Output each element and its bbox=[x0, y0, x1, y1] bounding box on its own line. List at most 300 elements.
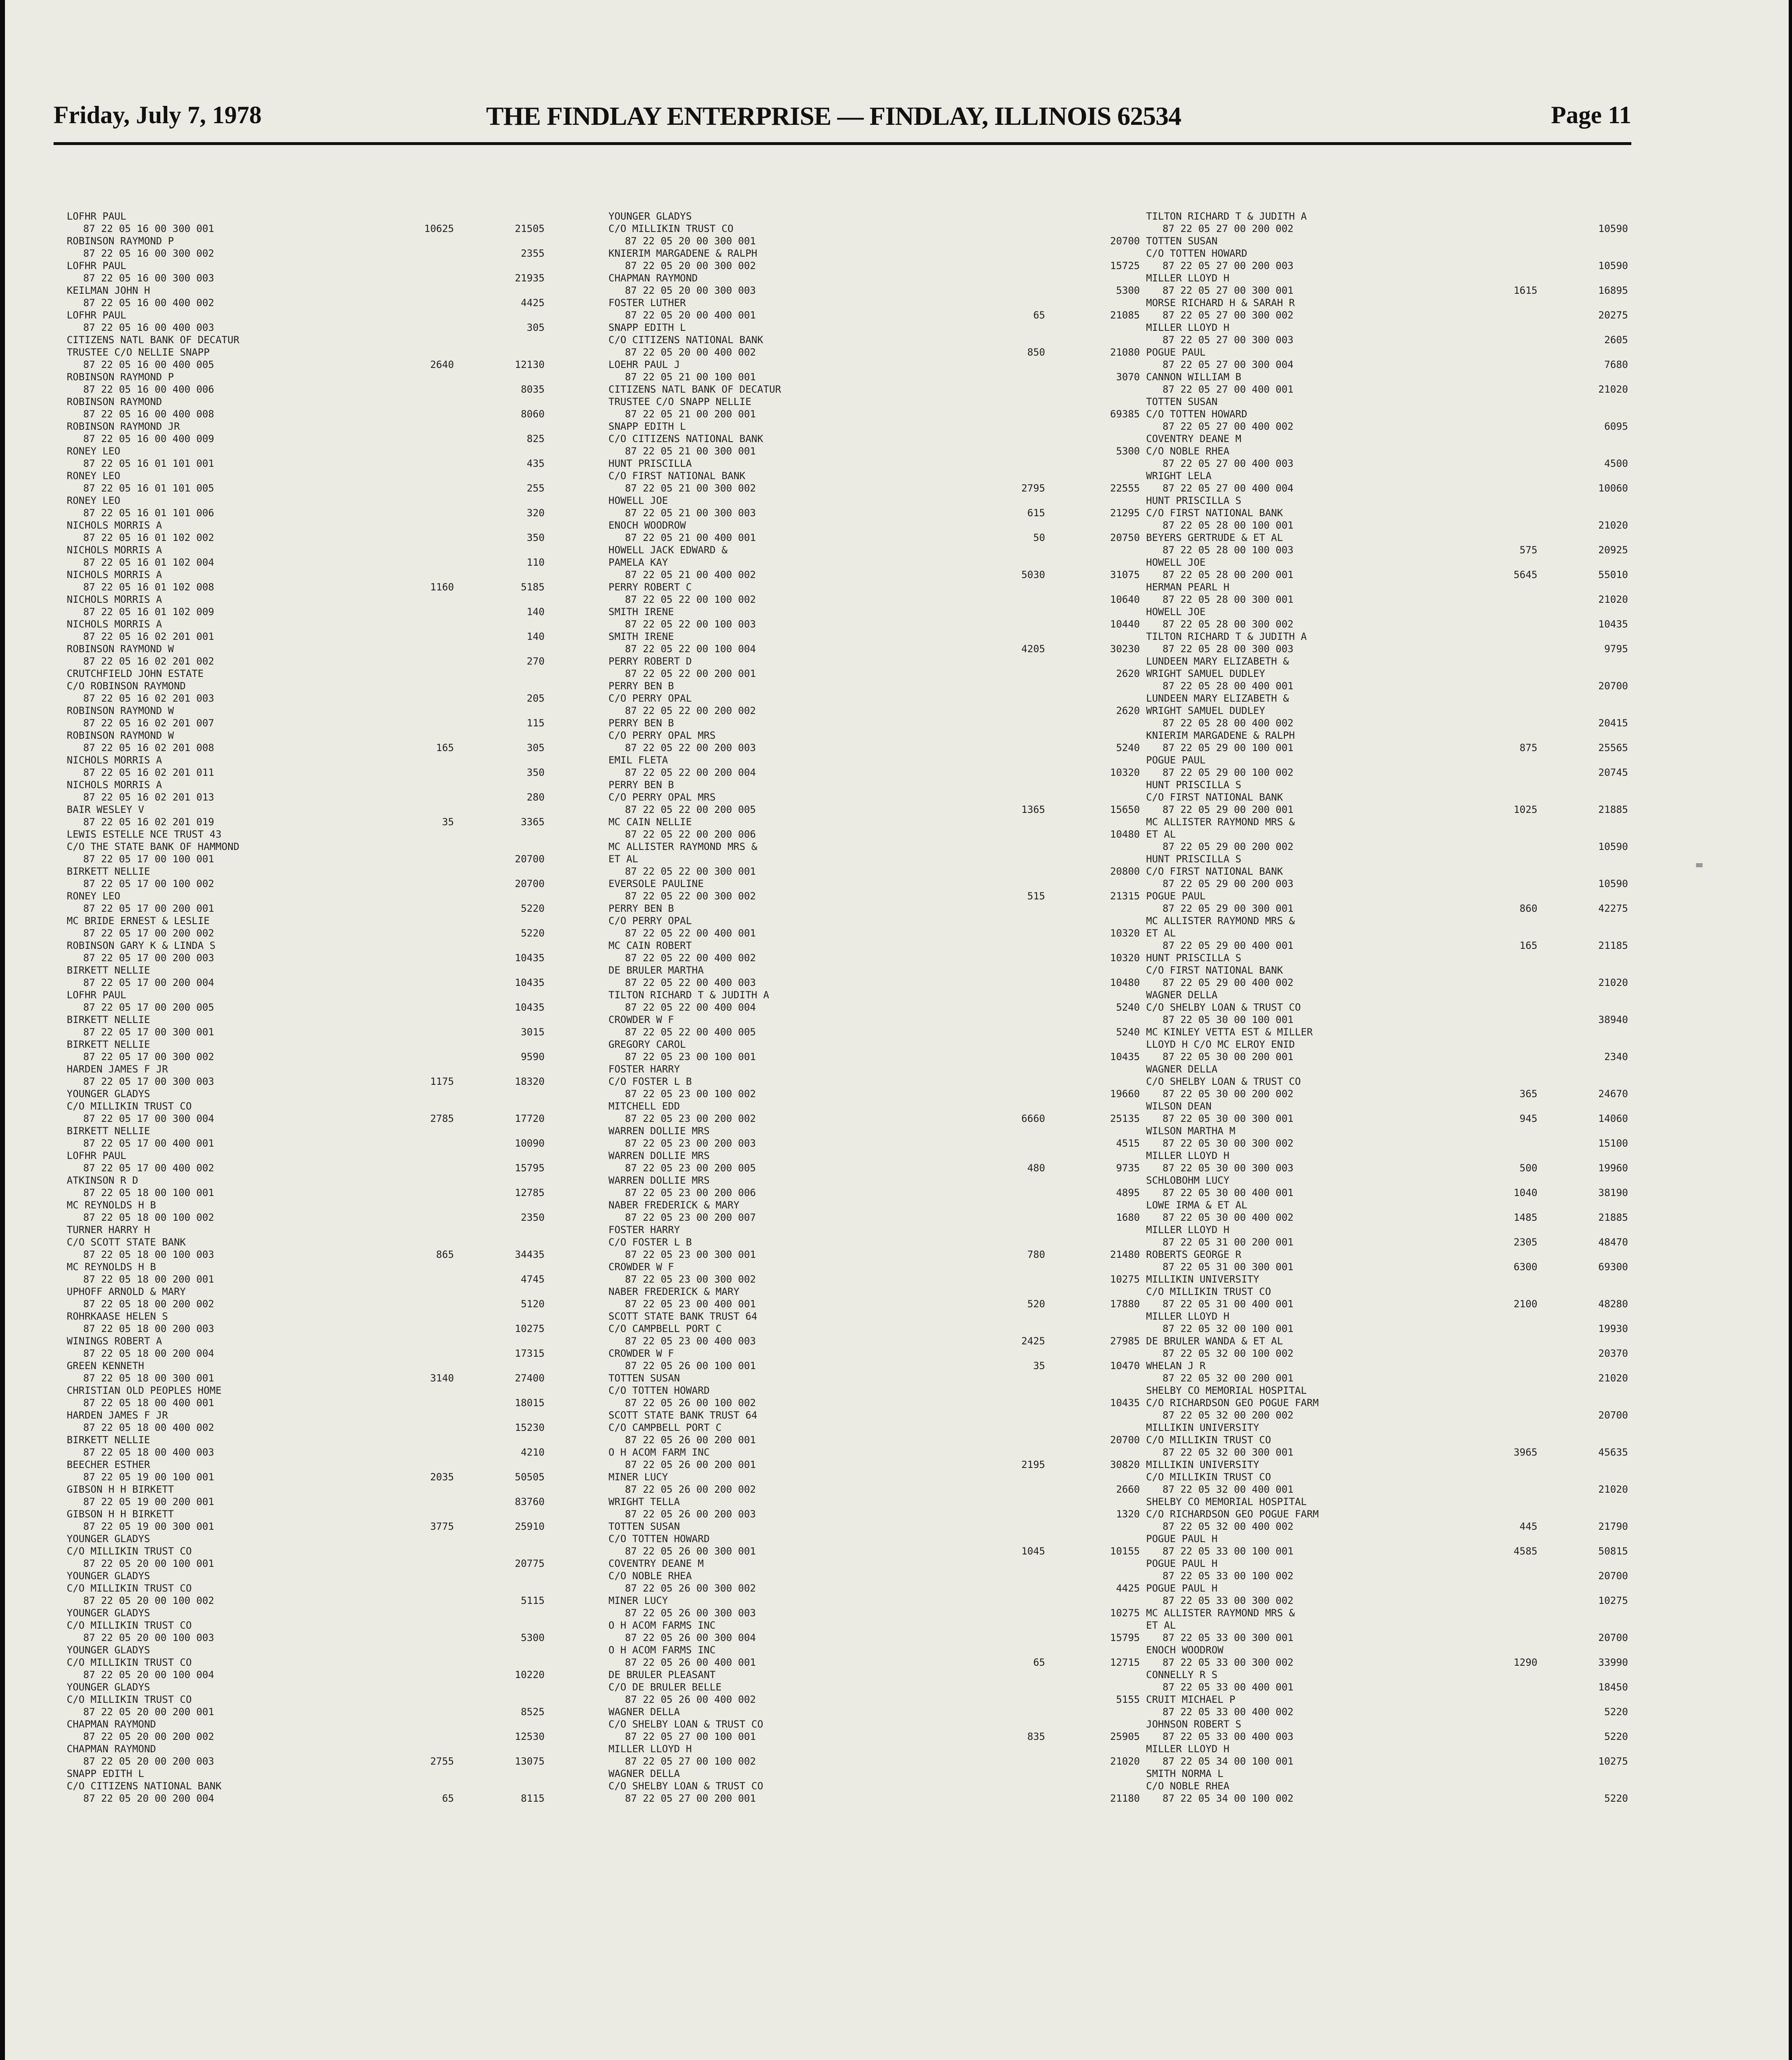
assessed-value-1: 3775 bbox=[430, 1521, 454, 1532]
assessed-value-2: 55010 bbox=[1598, 569, 1628, 581]
owner-name: CANNON WILLIAM B bbox=[1146, 371, 1242, 383]
owner-name: C/O NOBLE RHEA bbox=[608, 1570, 692, 1582]
assessed-value-2: 20370 bbox=[1598, 1348, 1628, 1359]
owner-name: YOUNGER GLADYS bbox=[67, 1681, 150, 1693]
parcel-number: 87 22 05 17 00 400 002 bbox=[83, 1162, 214, 1174]
parcel-line bbox=[608, 1211, 1140, 1224]
parcel-number: 87 22 05 20 00 300 001 bbox=[625, 235, 756, 247]
owner-line bbox=[1146, 1533, 1628, 1545]
page-number: Page 11 bbox=[1551, 101, 1631, 129]
owner-name: MILLER LLOYD H bbox=[1146, 272, 1230, 284]
owner-name: BIRKETT NELLIE bbox=[67, 1125, 150, 1137]
assessed-value-2: 21080 bbox=[1110, 346, 1140, 358]
assessed-value-2: 38190 bbox=[1598, 1187, 1628, 1199]
owner-name: LOFHR PAUL bbox=[67, 309, 126, 321]
assessed-value-2: 20700 bbox=[1598, 1409, 1628, 1421]
parcel-number: 87 22 05 33 00 300 001 bbox=[1163, 1632, 1294, 1643]
assessed-value-2: 48280 bbox=[1598, 1298, 1628, 1310]
owner-line bbox=[608, 680, 1140, 692]
owner-name: C/O FOSTER L B bbox=[608, 1236, 692, 1248]
assessed-value-2: 17315 bbox=[515, 1348, 545, 1359]
owner-line bbox=[67, 1335, 545, 1347]
owner-name: BEYERS GERTRUDE & ET AL bbox=[1146, 532, 1283, 543]
parcel-number: 87 22 05 29 00 200 001 bbox=[1163, 804, 1294, 815]
parcel-number: 87 22 05 28 00 300 003 bbox=[1163, 643, 1294, 655]
owner-line bbox=[1146, 1718, 1628, 1730]
assessed-value-1: 1615 bbox=[1514, 285, 1537, 296]
assessed-value-2: 10590 bbox=[1598, 260, 1628, 272]
owner-name: SMITH IRENE bbox=[608, 631, 674, 642]
owner-line bbox=[1146, 667, 1628, 680]
owner-line bbox=[67, 445, 545, 457]
owner-name: POGUE PAUL bbox=[1146, 890, 1206, 902]
owner-name: BIRKETT NELLIE bbox=[67, 964, 150, 976]
assessed-value-2: 10275 bbox=[1110, 1607, 1140, 1619]
owner-name: TILTON RICHARD T & JUDITH A bbox=[608, 989, 770, 1001]
parcel-number: 87 22 05 16 02 201 011 bbox=[83, 767, 214, 778]
assessed-value-2: 20275 bbox=[1598, 309, 1628, 321]
owner-line bbox=[67, 1063, 545, 1075]
parcel-number: 87 22 05 16 00 400 009 bbox=[83, 433, 214, 445]
assessed-value-1: 875 bbox=[1519, 742, 1537, 754]
owner-line bbox=[1146, 1199, 1628, 1211]
owner-line bbox=[608, 544, 1140, 556]
owner-name: MILLER LLOYD H bbox=[1146, 1150, 1230, 1161]
owner-line bbox=[67, 1285, 545, 1298]
owner-line bbox=[1146, 692, 1628, 705]
owner-name: C/O FOSTER L B bbox=[608, 1076, 692, 1087]
assessed-value-2: 5120 bbox=[521, 1298, 545, 1310]
owner-name: ROBERTS GEORGE R bbox=[1146, 1249, 1242, 1260]
parcel-number: 87 22 05 28 00 200 001 bbox=[1163, 569, 1294, 581]
owner-name: WRIGHT LELA bbox=[1146, 470, 1212, 482]
assessed-value-2: 21020 bbox=[1110, 1756, 1140, 1767]
owner-name: CROWDER W F bbox=[608, 1261, 674, 1273]
parcel-line bbox=[1146, 383, 1628, 396]
parcel-number: 87 22 05 16 02 201 019 bbox=[83, 816, 214, 828]
owner-line bbox=[608, 1310, 1140, 1323]
owner-name: NABER FREDERICK & MARY bbox=[608, 1199, 739, 1211]
owner-line bbox=[608, 433, 1140, 445]
assessed-value-2: 20745 bbox=[1598, 767, 1628, 778]
owner-name: CRUTCHFIELD JOHN ESTATE bbox=[67, 668, 204, 679]
owner-name: MC REYNOLDS H B bbox=[67, 1261, 156, 1273]
assessed-value-2: 350 bbox=[526, 767, 545, 778]
owner-name: COVENTRY DEANE M bbox=[608, 1558, 704, 1569]
owner-name: C/O FIRST NATIONAL BANK bbox=[1146, 791, 1283, 803]
parcel-number: 87 22 05 26 00 400 002 bbox=[625, 1694, 756, 1705]
assessed-value-1: 65 bbox=[442, 1793, 454, 1804]
owner-line bbox=[608, 692, 1140, 705]
parcel-number: 87 22 05 27 00 300 001 bbox=[1163, 285, 1294, 296]
parcel-line bbox=[1146, 260, 1628, 272]
owner-line bbox=[1146, 1149, 1628, 1162]
owner-name: C/O MILLIKIN TRUST CO bbox=[67, 1694, 192, 1705]
owner-line bbox=[1146, 272, 1628, 284]
owner-name: NICHOLS MORRIS A bbox=[67, 594, 162, 605]
parcel-number: 87 22 05 16 00 400 003 bbox=[83, 322, 214, 333]
owner-line bbox=[1146, 247, 1628, 260]
assessed-value-2: 9735 bbox=[1116, 1162, 1140, 1174]
parcel-number: 87 22 05 18 00 100 001 bbox=[83, 1187, 214, 1199]
assessed-value-2: 21885 bbox=[1598, 804, 1628, 815]
owner-name: CITIZENS NATL BANK OF DECATUR bbox=[67, 334, 240, 346]
assessed-value-2: 115 bbox=[526, 717, 545, 729]
owner-name: FOSTER HARRY bbox=[608, 1224, 680, 1236]
assessed-value-2: 1680 bbox=[1116, 1212, 1140, 1223]
parcel-line bbox=[608, 976, 1140, 989]
owner-name: C/O SHELBY LOAN & TRUST CO bbox=[1146, 1076, 1301, 1087]
owner-line bbox=[67, 729, 545, 742]
assessed-value-2: 20775 bbox=[515, 1558, 545, 1569]
parcel-line bbox=[67, 1298, 545, 1310]
owner-name: C/O CITIZENS NATIONAL BANK bbox=[608, 334, 763, 346]
owner-name: DE BRULER PLEASANT bbox=[608, 1669, 716, 1681]
assessed-value-2: 1320 bbox=[1116, 1508, 1140, 1520]
owner-name: WAGNER DELLA bbox=[1146, 989, 1218, 1001]
owner-line bbox=[1146, 346, 1628, 358]
parcel-number: 87 22 05 31 00 400 001 bbox=[1163, 1298, 1294, 1310]
owner-line bbox=[1146, 494, 1628, 507]
parcel-number: 87 22 05 27 00 300 003 bbox=[1163, 334, 1294, 346]
assessed-value-2: 10590 bbox=[1598, 223, 1628, 234]
assessed-value-2: 2350 bbox=[521, 1212, 545, 1223]
parcel-number: 87 22 05 26 00 100 002 bbox=[625, 1397, 756, 1409]
owner-name: C/O MILLIKIN TRUST CO bbox=[1146, 1434, 1271, 1446]
parcel-line bbox=[1146, 1656, 1628, 1669]
parcel-line bbox=[1146, 358, 1628, 371]
parcel-line bbox=[1146, 1483, 1628, 1496]
parcel-line bbox=[608, 1730, 1140, 1743]
assessed-value-1: 2305 bbox=[1514, 1236, 1537, 1248]
parcel-line bbox=[1146, 803, 1628, 816]
parcel-number: 87 22 05 33 00 100 002 bbox=[1163, 1570, 1294, 1582]
owner-line bbox=[1146, 1582, 1628, 1594]
owner-line bbox=[608, 791, 1140, 803]
owner-line bbox=[608, 1767, 1140, 1780]
parcel-number: 87 22 05 22 00 200 005 bbox=[625, 804, 756, 815]
assessed-value-2: 10320 bbox=[1110, 927, 1140, 939]
owner-name: HUNT PRISCILLA S bbox=[1146, 952, 1242, 964]
assessed-value-2: 21085 bbox=[1110, 309, 1140, 321]
owner-name: MILLIKIN UNIVERSITY bbox=[1146, 1422, 1259, 1433]
parcel-line bbox=[608, 1051, 1140, 1063]
parcel-number: 87 22 05 26 00 200 002 bbox=[625, 1484, 756, 1495]
assessed-value-2: 10220 bbox=[515, 1669, 545, 1681]
parcel-number: 87 22 05 21 00 100 001 bbox=[625, 371, 756, 383]
assessed-value-2: 12715 bbox=[1110, 1657, 1140, 1668]
owner-name: C/O PERRY OPAL bbox=[608, 693, 692, 704]
owner-name: DE BRULER WANDA & ET AL bbox=[1146, 1335, 1283, 1347]
owner-name: MILLER LLOYD H bbox=[1146, 322, 1230, 333]
assessed-value-2: 20415 bbox=[1598, 717, 1628, 729]
parcel-number: 87 22 05 16 01 102 004 bbox=[83, 557, 214, 568]
owner-line bbox=[1146, 964, 1628, 976]
owner-name: C/O CITIZENS NATIONAL BANK bbox=[67, 1780, 222, 1792]
parcel-line bbox=[608, 1632, 1140, 1644]
parcel-number: 87 22 05 30 00 300 002 bbox=[1163, 1138, 1294, 1149]
owner-line bbox=[608, 1236, 1140, 1248]
parcel-number: 87 22 05 22 00 300 001 bbox=[625, 866, 756, 877]
parcel-number: 87 22 05 17 00 300 002 bbox=[83, 1051, 214, 1063]
assessed-value-1: 165 bbox=[1519, 940, 1537, 951]
owner-line bbox=[67, 309, 545, 321]
parcel-line bbox=[608, 1755, 1140, 1767]
owner-line bbox=[67, 1038, 545, 1051]
owner-line bbox=[608, 1100, 1140, 1112]
parcel-line bbox=[608, 1483, 1140, 1496]
parcel-number: 87 22 05 29 00 400 002 bbox=[1163, 977, 1294, 988]
owner-name: C/O PERRY OPAL MRS bbox=[608, 791, 716, 803]
assessed-value-1: 1175 bbox=[430, 1076, 454, 1087]
owner-line bbox=[1146, 1285, 1628, 1298]
owner-line bbox=[67, 1681, 545, 1693]
parcel-number: 87 22 05 16 01 101 006 bbox=[83, 507, 214, 519]
assessed-value-2: 4210 bbox=[521, 1447, 545, 1458]
owner-name: BIRKETT NELLIE bbox=[67, 1039, 150, 1050]
parcel-line bbox=[608, 1001, 1140, 1014]
parcel-number: 87 22 05 17 00 300 003 bbox=[83, 1076, 214, 1087]
assessed-value-2: 22555 bbox=[1110, 482, 1140, 494]
parcel-line bbox=[1146, 482, 1628, 494]
owner-line bbox=[608, 396, 1140, 408]
parcel-line bbox=[67, 1557, 545, 1570]
assessed-value-2: 10640 bbox=[1110, 594, 1140, 605]
owner-line bbox=[1146, 754, 1628, 766]
owner-line bbox=[1146, 853, 1628, 865]
parcel-line bbox=[67, 1421, 545, 1434]
parcel-line bbox=[1146, 1051, 1628, 1063]
parcel-number: 87 22 05 32 00 200 001 bbox=[1163, 1372, 1294, 1384]
parcel-number: 87 22 05 23 00 300 002 bbox=[625, 1273, 756, 1285]
owner-line bbox=[1146, 915, 1628, 927]
parcel-line bbox=[67, 952, 545, 964]
parcel-number: 87 22 05 16 01 102 009 bbox=[83, 606, 214, 618]
parcel-number: 87 22 05 30 00 200 001 bbox=[1163, 1051, 1294, 1063]
assessed-value-2: 270 bbox=[526, 655, 545, 667]
owner-line bbox=[1146, 371, 1628, 383]
parcel-number: 87 22 05 20 00 100 001 bbox=[83, 1558, 214, 1569]
parcel-number: 87 22 05 17 00 400 001 bbox=[83, 1138, 214, 1149]
owner-name: TURNER HARRY H bbox=[67, 1224, 150, 1236]
owner-name: MC CAIN ROBERT bbox=[608, 940, 692, 951]
parcel-number: 87 22 05 16 01 101 005 bbox=[83, 482, 214, 494]
owner-line bbox=[608, 1496, 1140, 1508]
parcel-number: 87 22 05 16 00 400 006 bbox=[83, 384, 214, 395]
owner-line bbox=[608, 1471, 1140, 1483]
parcel-number: 87 22 05 23 00 200 006 bbox=[625, 1187, 756, 1199]
owner-line bbox=[67, 396, 545, 408]
owner-name: C/O MILLIKIN TRUST CO bbox=[67, 1100, 192, 1112]
owner-name: ET AL bbox=[1146, 1620, 1176, 1631]
parcel-line bbox=[1146, 1792, 1628, 1805]
assessed-value-1: 1290 bbox=[1514, 1657, 1537, 1668]
parcel-line bbox=[67, 927, 545, 939]
owner-name: SMITH IRENE bbox=[608, 606, 674, 618]
owner-name: HOWELL JOE bbox=[1146, 606, 1206, 618]
assessed-value-1: 2195 bbox=[1021, 1459, 1045, 1470]
owner-line bbox=[608, 1347, 1140, 1360]
parcel-number: 87 22 05 32 00 400 002 bbox=[1163, 1521, 1294, 1532]
owner-line bbox=[1146, 1557, 1628, 1570]
owner-name: YOUNGER GLADYS bbox=[67, 1644, 150, 1656]
parcel-line bbox=[608, 742, 1140, 754]
owner-name: LOFHR PAUL bbox=[67, 1150, 126, 1161]
owner-name: ENOCH WOODROW bbox=[608, 520, 686, 531]
parcel-number: 87 22 05 33 00 100 001 bbox=[1163, 1545, 1294, 1557]
assessed-value-2: 13075 bbox=[515, 1756, 545, 1767]
parcel-line bbox=[67, 816, 545, 828]
parcel-number: 87 22 05 16 00 400 005 bbox=[83, 359, 214, 370]
assessed-value-2: 25905 bbox=[1110, 1731, 1140, 1742]
assessed-value-2: 10275 bbox=[1598, 1756, 1628, 1767]
assessed-value-2: 20925 bbox=[1598, 544, 1628, 556]
owner-name: C/O SHELBY LOAN & TRUST CO bbox=[1146, 1002, 1301, 1013]
assessed-value-1: 35 bbox=[442, 816, 454, 828]
parcel-number: 87 22 05 22 00 200 004 bbox=[625, 767, 756, 778]
assessed-value-2: 21020 bbox=[1598, 1372, 1628, 1384]
parcel-line bbox=[67, 1397, 545, 1409]
parcel-number: 87 22 05 30 00 300 003 bbox=[1163, 1162, 1294, 1174]
owner-line bbox=[67, 1767, 545, 1780]
parcel-number: 87 22 05 26 00 400 001 bbox=[625, 1657, 756, 1668]
assessed-value-2: 45635 bbox=[1598, 1447, 1628, 1458]
owner-line bbox=[67, 1384, 545, 1397]
parcel-number: 87 22 05 18 00 200 002 bbox=[83, 1298, 214, 1310]
parcel-number: 87 22 05 34 00 100 002 bbox=[1163, 1793, 1294, 1804]
parcel-number: 87 22 05 26 00 200 001 bbox=[625, 1434, 756, 1446]
owner-name: C/O RICHARDSON GEO POGUE FARM bbox=[1146, 1397, 1319, 1409]
owner-name: GREGORY CAROL bbox=[608, 1039, 686, 1050]
owner-name: C/O MILLIKIN TRUST CO bbox=[67, 1545, 192, 1557]
owner-name: ENOCH WOODROW bbox=[1146, 1644, 1224, 1656]
parcel-number: 87 22 05 29 00 200 002 bbox=[1163, 841, 1294, 852]
assessed-value-2: 10435 bbox=[515, 952, 545, 964]
parcel-number: 87 22 05 16 02 201 003 bbox=[83, 693, 214, 704]
assessed-value-2: 21180 bbox=[1110, 1793, 1140, 1804]
assessed-value-2: 15725 bbox=[1110, 260, 1140, 272]
owner-name: TOTTEN SUSAN bbox=[1146, 235, 1218, 247]
parcel-number: 87 22 05 30 00 300 001 bbox=[1163, 1113, 1294, 1124]
parcel-line bbox=[608, 1360, 1140, 1372]
parcel-line bbox=[1146, 457, 1628, 470]
owner-name: C/O MILLIKIN TRUST CO bbox=[1146, 1286, 1271, 1297]
owner-name: PERRY BEN B bbox=[608, 903, 674, 914]
assessed-value-1: 6660 bbox=[1021, 1113, 1045, 1124]
parcel-number: 87 22 05 26 00 300 003 bbox=[625, 1607, 756, 1619]
parcel-number: 87 22 05 16 00 300 002 bbox=[83, 248, 214, 259]
owner-line bbox=[608, 1199, 1140, 1211]
owner-line bbox=[608, 334, 1140, 346]
owner-line bbox=[608, 1718, 1140, 1730]
owner-line bbox=[608, 816, 1140, 828]
parcel-number: 87 22 05 16 02 201 007 bbox=[83, 717, 214, 729]
owner-name: PERRY BEN B bbox=[608, 717, 674, 729]
parcel-line bbox=[67, 581, 545, 593]
owner-name: CHAPMAN RAYMOND bbox=[67, 1718, 156, 1730]
assessed-value-2: 20700 bbox=[515, 853, 545, 865]
assessed-value-2: 27400 bbox=[515, 1372, 545, 1384]
assessed-value-2: 2605 bbox=[1604, 334, 1628, 346]
parcel-line bbox=[608, 593, 1140, 606]
assessed-value-2: 12785 bbox=[515, 1187, 545, 1199]
owner-name: C/O FIRST NATIONAL BANK bbox=[1146, 866, 1283, 877]
owner-name: MORSE RICHARD H & SARAH R bbox=[1146, 297, 1295, 309]
owner-name: BIRKETT NELLIE bbox=[67, 866, 150, 877]
owner-name: SMITH NORMA L bbox=[1146, 1768, 1224, 1779]
owner-line bbox=[608, 272, 1140, 284]
parcel-number: 87 22 05 26 00 100 001 bbox=[625, 1360, 756, 1372]
owner-line bbox=[608, 1619, 1140, 1632]
parcel-number: 87 22 05 16 02 201 013 bbox=[83, 791, 214, 803]
owner-line bbox=[608, 939, 1140, 952]
parcel-line bbox=[67, 1669, 545, 1681]
owner-name: NABER FREDERICK & MARY bbox=[608, 1286, 739, 1297]
owner-line bbox=[608, 297, 1140, 309]
assessed-value-2: 10435 bbox=[515, 977, 545, 988]
owner-name: WARREN DOLLIE MRS bbox=[608, 1150, 710, 1161]
parcel-number: 87 22 05 30 00 200 002 bbox=[1163, 1088, 1294, 1100]
parcel-number: 87 22 05 33 00 300 002 bbox=[1163, 1657, 1294, 1668]
owner-name: MINER LUCY bbox=[608, 1595, 668, 1606]
parcel-number: 87 22 05 23 00 100 001 bbox=[625, 1051, 756, 1063]
owner-line bbox=[67, 1458, 545, 1471]
parcel-line bbox=[67, 1706, 545, 1718]
assessed-value-1: 615 bbox=[1027, 507, 1045, 519]
owner-name: YOUNGER GLADYS bbox=[67, 1533, 150, 1545]
owner-line bbox=[67, 1088, 545, 1100]
parcel-number: 87 22 05 29 00 100 001 bbox=[1163, 742, 1294, 754]
parcel-line bbox=[1146, 1681, 1628, 1693]
parcel-number: 87 22 05 30 00 400 001 bbox=[1163, 1187, 1294, 1199]
owner-name: C/O TOTTEN HOWARD bbox=[608, 1533, 710, 1545]
owner-line bbox=[67, 1743, 545, 1755]
parcel-line bbox=[1146, 1706, 1628, 1718]
parcel-number: 87 22 05 28 00 400 001 bbox=[1163, 680, 1294, 692]
owner-name: FOSTER LUTHER bbox=[608, 297, 686, 309]
owner-line bbox=[608, 630, 1140, 643]
assessed-value-1: 835 bbox=[1027, 1731, 1045, 1742]
parcel-number: 87 22 05 20 00 100 003 bbox=[83, 1632, 214, 1643]
owner-line bbox=[608, 1669, 1140, 1681]
parcel-line bbox=[67, 1730, 545, 1743]
parcel-number: 87 22 05 17 00 200 005 bbox=[83, 1002, 214, 1013]
assessed-value-2: 4895 bbox=[1116, 1187, 1140, 1199]
parcel-number: 87 22 05 32 00 200 002 bbox=[1163, 1409, 1294, 1421]
parcel-number: 87 22 05 22 00 100 003 bbox=[625, 618, 756, 630]
assessed-value-2: 10435 bbox=[515, 1002, 545, 1013]
owner-line bbox=[608, 1384, 1140, 1397]
parcel-number: 87 22 05 32 00 300 001 bbox=[1163, 1447, 1294, 1458]
parcel-line bbox=[1146, 519, 1628, 531]
parcel-line bbox=[67, 692, 545, 705]
parcel-number: 87 22 05 17 00 200 001 bbox=[83, 903, 214, 914]
listing-column-2 bbox=[608, 210, 1140, 1805]
parcel-line bbox=[1146, 878, 1628, 890]
owner-line bbox=[608, 655, 1140, 667]
owner-name: LOEHR PAUL J bbox=[608, 359, 680, 370]
assessed-value-2: 10060 bbox=[1598, 482, 1628, 494]
parcel-line bbox=[608, 507, 1140, 519]
assessed-value-2: 25135 bbox=[1110, 1113, 1140, 1124]
parcel-line bbox=[1146, 1570, 1628, 1582]
parcel-line bbox=[1146, 1298, 1628, 1310]
owner-line bbox=[608, 606, 1140, 618]
parcel-number: 87 22 05 26 00 300 002 bbox=[625, 1582, 756, 1594]
parcel-line bbox=[608, 260, 1140, 272]
owner-name: MILLIKIN UNIVERSITY bbox=[1146, 1273, 1259, 1285]
parcel-number: 87 22 05 16 01 102 002 bbox=[83, 532, 214, 543]
